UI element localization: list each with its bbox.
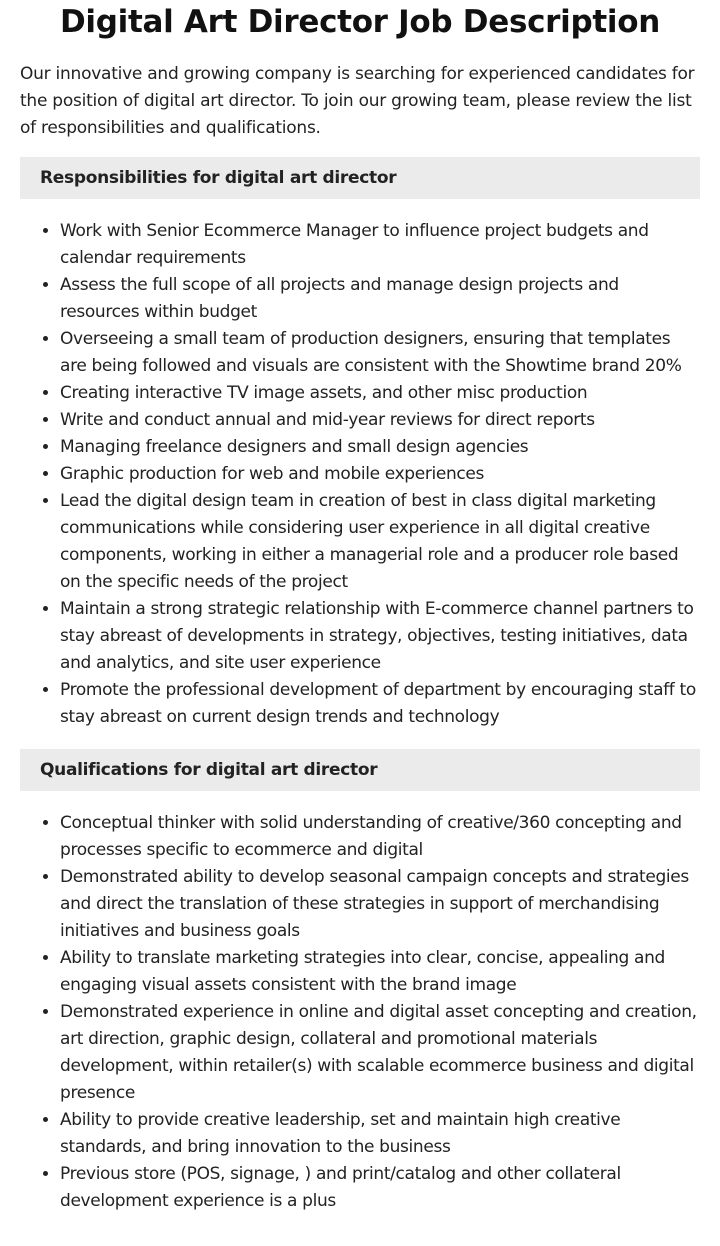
qualifications-heading: Qualifications for digital art director [20,749,700,791]
list-item: • Assess the full scope of all projects and manage design projects and resources within budget [60,272,700,326]
responsibilities-list [20,218,700,731]
list-item: • Demonstrated experience in online and digital asset concepting and creation, art direction, graphic design, collateral and promotional materials development, within retailer(s) with scalable ecommerce business and digital presence [60,999,700,1107]
qualifications-list [20,810,700,1215]
list-item: • Write and conduct annual and mid-year reviews for direct reports [60,407,700,434]
list-item: • Previous store (POS, signage, ) and print/catalog and other collateral development experience is a plus [60,1161,700,1215]
list-item: • Work with Senior Ecommerce Manager to influence project budgets and calendar requirements [60,218,700,272]
intro-paragraph: Our innovative and growing company is searching for experienced candidates for the position of digital art director. To join our growing team, please review the list of responsibilities and qualifications. [20,64,695,138]
list-item: • Ability to translate marketing strategies into clear, concise, appealing and engaging visual assets consistent with the brand image [60,945,700,999]
list-item: • Promote the professional development of department by encouraging staff to stay abreast on current design trends and technology [60,677,700,731]
page-title: Digital Art Director Job Description [60,4,660,40]
list-item: • Lead the digital design team in creation of best in class digital marketing communications while considering user experience in all digital creative components, working in either a managerial role and a producer role based on the specific needs of the project [60,488,700,596]
responsibilities-heading: Responsibilities for digital art director [20,157,700,199]
list-item: • Overseeing a small team of production designers, ensuring that templates are being followed and visuals are consistent with the Showtime brand 20% [60,326,700,380]
list-item: • Graphic production for web and mobile experiences [60,461,700,488]
list-item: • Ability to provide creative leadership, set and maintain high creative standards, and bring innovation to the business [60,1107,700,1161]
list-item: • Maintain a strong strategic relationship with E-commerce channel partners to stay abreast of developments in strategy, objectives, testing initiatives, data and analytics, and site user experience [60,596,700,677]
list-item: • Conceptual thinker with solid understanding of creative/360 concepting and processes specific to ecommerce and digital [60,810,700,864]
list-item: • Demonstrated ability to develop seasonal campaign concepts and strategies and direct the translation of these strategies in support of merchandising initiatives and business goals [60,864,700,945]
list-item: • Managing freelance designers and small design agencies [60,434,700,461]
list-item: • Creating interactive TV image assets, and other misc production [60,380,700,407]
